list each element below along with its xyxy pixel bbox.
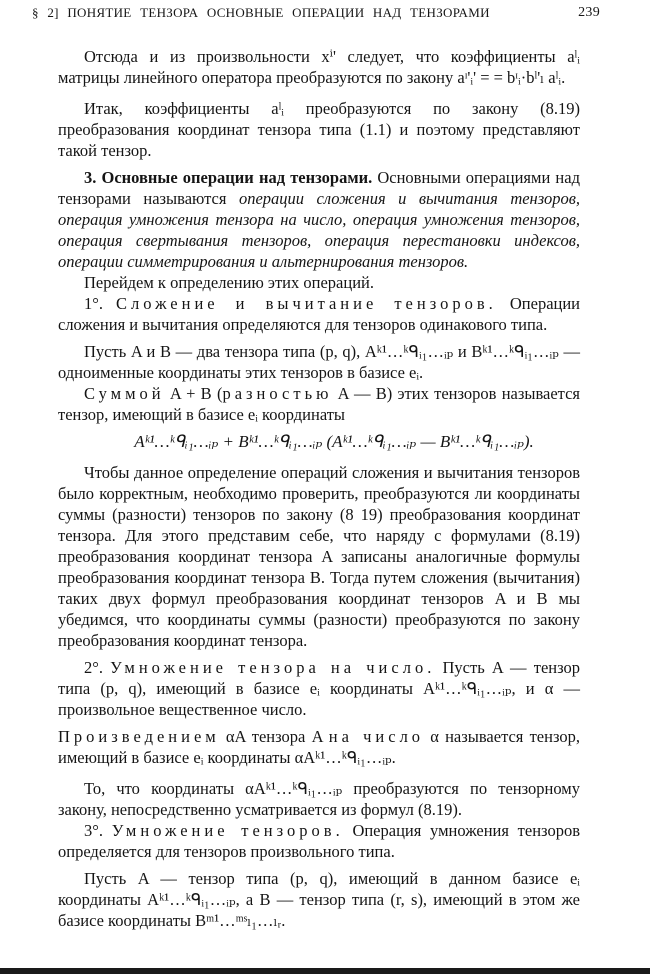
body-text <box>58 46 580 931</box>
running-title: § 2] ПОНЯТИЕ ТЕНЗОРА ОСНОВНЫЕ ОПЕРАЦИИ НАД ТЕНЗОРАМИ <box>32 5 490 20</box>
paragraph-12: 3°. Умножение тензоров. Операция умножения тензоров определяется для тензоров произвольного типа. <box>58 821 580 861</box>
paragraph-6: Пусть A и B — два тензора типа (p, q), Aᵏ¹…ᵏᑫᵢ₁…ᵢₚ и Bᵏ¹…ᵏᑫᵢ₁…ᵢₚ — одноименные координаты этих тензоров в базисе eᵢ. <box>58 342 580 382</box>
paragraph-9: 2°. Умножение тензора на число. Пусть A — тензор типа (p, q), имеющий в базисе eᵢ координаты Aᵏ¹…ᵏᑫᵢ₁…ᵢₚ, и α — произвольное вещественное число. <box>58 658 581 719</box>
paragraph-13: Пусть A — тензор типа (p, q), имеющий в данном базисе eᵢ координаты Aᵏ¹…ᵏᑫᵢ₁…ᵢₚ, а B — тензор типа (r, s), имеющий в этом же базисе координаты Bᵐ¹…ᵐˢₗ₁…ₗᵣ. <box>58 869 580 930</box>
paragraph-2: Итак, коэффициенты aˡᵢ преобразуются по закону (8.19) преобразования координат тензора типа (1.1) и поэтому представляют такой тензор. <box>58 99 580 160</box>
paragraph-11: То, что координаты αAᵏ¹…ᵏᑫᵢ₁…ᵢₚ преобразуются по тензорному закону, непосредственно усматривается из формул (8.19). <box>58 779 580 819</box>
paragraph-3: 3. Основные операции над тензорами. Основными операциями над тензорами называются операции сложения и вычитания тензоров, операция умножения тензора на число, операция умножения тензоров, операция свертывания тензоров, операция перестановки индексов, операции симметрирования и альтернирования тензоров. <box>58 168 581 271</box>
paragraph-7: Суммой A + B (разностью A — B) этих тензоров называется тензор, имеющий в базисе eᵢ координаты <box>58 384 580 424</box>
section-heading: 3. Основные операции над тензорами. <box>84 168 373 187</box>
paragraph-8: Чтобы данное определение операций сложения и вычитания тензоров было корректным, необходимо проверить, преобразуются ли координаты суммы (разности) тензоров по закону (8 19) преобразования координат тензора. Для этого представим себе, что наряду с формулами (8.19) преобразования координат тензора A записаны аналогичные формулы преобразования координат тензора B. Тогда путем сложения (вычитания) таких двух формул преобразования координат тензоров A и B мы убедимся, что координаты суммы (разности) преобразуются по закону преобразования координат тензора. <box>58 463 580 650</box>
sum-formula: Aᵏ¹…ᵏᑫᵢ₁…ᵢₚ + Bᵏ¹…ᵏᑫᵢ₁…ᵢₚ (Aᵏ¹…ᵏᑫᵢ₁…ᵢₚ — Bᵏ¹…ᵏᑫᵢ₁…ᵢₚ). <box>134 432 534 451</box>
operations-list: операции сложения и вычитания тензоров, операция умножения тензора на число, операция умножения тензоров, операция свертывания тензоров, операция перестановки индексов, операции симметрирования и альтернирования тензоров. <box>58 189 581 271</box>
paragraph-1: Отсюда и из произвольности xⁱ' следует, что коэффициенты aˡᵢ матрицы линейного оператора преобразуются по закону aᶦ'ᵢ' = = bᶦᵢ·bˡ'ₗ aˡᵢ. <box>58 47 580 87</box>
spaced-heading: Сложение и вычитание тензоров. <box>116 294 497 313</box>
paragraph-5: 1°. Сложение и вычитание тензоров. Операции сложения и вычитания определяются для тензоров одинакового типа. <box>58 294 581 334</box>
paragraph-4: Перейдем к определению этих операций. <box>84 273 374 292</box>
page-header <box>32 2 600 23</box>
bottom-border <box>0 968 650 974</box>
page-number: 239 <box>578 5 600 20</box>
paragraph-10: Произведением αA тензора A на число α называется тензор, имеющий в базисе eᵢ координаты αAᵏ¹…ᵏᑫᵢ₁…ᵢₚ. <box>58 727 581 767</box>
